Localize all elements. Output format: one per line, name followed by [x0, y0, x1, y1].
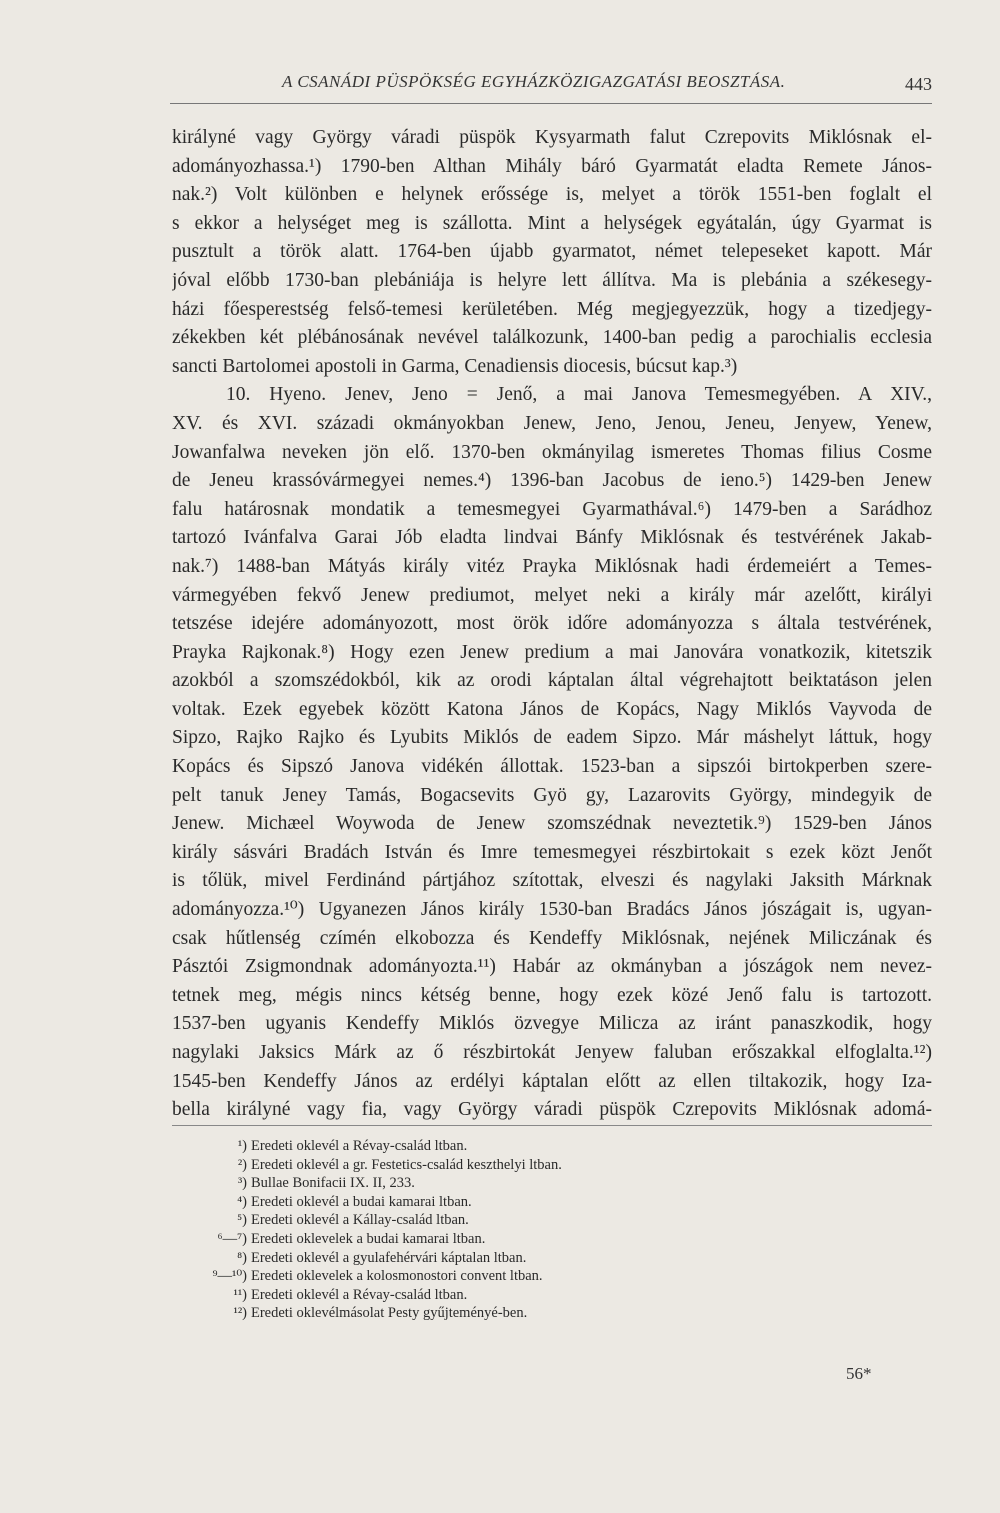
text-line: Jowanfalwa neveken jön elő. 1370-ben okmányilag ismeretes Thomas filius Cosme — [172, 441, 932, 463]
text-line: Jenew. Michæel Woywoda de Jenew szomszédnak neveztetik.⁹) 1529-ben János — [172, 813, 932, 835]
text-line: sancti Bartolomei apostoli in Garma, Cenadiensis diocesis, búcsut kap.³) — [172, 355, 738, 377]
footnote — [195, 1193, 845, 1212]
footnote — [195, 1249, 845, 1268]
text-line: vármegyében fekvő Jenew prediumot, melyet neki a király már azelőtt, királyi — [172, 584, 932, 606]
footnote-mark: ²) — [237, 1156, 247, 1173]
text-line: házi főesperestség felső-temesi kerületében. Még megjegyezzük, hogy a tizedjegy- — [172, 298, 932, 320]
text-line: tetszése idejére adományozott, most örök időre adományozza s általa testvérének, — [172, 613, 932, 635]
footnote-mark: ⁵) — [237, 1212, 247, 1229]
text-line: tetnek meg, mégis nincs kétség benne, hogy ezek közé Jenő falu is tartozott. — [172, 984, 932, 1006]
text-line: nak.⁷) 1488-ban Mátyás király vitéz Prayka Miklósnak hadi érdemeiért a Temes- — [172, 555, 932, 577]
footnote-text: Eredeti oklevél a budai kamarai ltban. — [251, 1193, 472, 1210]
footnote-text: Eredeti oklevél a Révay-család ltban. — [251, 1286, 468, 1303]
text-line: bella királyné vagy fia, vagy György váradi püspök Czrepovits Miklósnak adomá- — [172, 1099, 932, 1121]
running-head-title: A CSANÁDI PÜSPÖKSÉG EGYHÁZKÖZIGAZGATÁSI BEOSZTÁSA. — [282, 72, 786, 91]
running-head — [170, 70, 932, 100]
text-line: Prayka Rajkonak.⁸) Hogy ezen Jenew predium a mai Janovára vonatkozik, kitetszik — [172, 641, 932, 663]
footnote-mark: ¹¹) — [233, 1286, 247, 1303]
footnote-mark: ⁴) — [237, 1193, 247, 1210]
footnote-text: Eredeti oklevelek a kolosmonostori convent ltban. — [251, 1268, 543, 1285]
text-line: király sásvári Bradách István és Imre temesmegyei részbirtokait s ezek közt Jenőt — [172, 841, 932, 863]
header-rule — [170, 103, 932, 104]
footnote-text: Eredeti oklevél a gyulafehérvári káptalan ltban. — [251, 1249, 527, 1266]
text-line: csak hűtlenség czímén elkobozza és Kendeffy Miklósnak, nejének Miliczának és — [172, 927, 932, 949]
text-line: 10. Hyeno. Jenev, Jeno = Jenő, a mai Janova Temesmegyében. A XIV., — [226, 384, 932, 406]
footnote — [195, 1211, 845, 1230]
body-text — [172, 124, 932, 1125]
signature-mark: 56* — [846, 1364, 872, 1383]
footnote-mark: ¹²) — [233, 1305, 247, 1322]
footnote — [195, 1156, 845, 1175]
text-line: de Jeneu krassóvármegyei nemes.⁴) 1396-ban Jacobus de ieno.⁵) 1429-ben Jenew — [172, 470, 932, 492]
text-line: XV. és XVI. századi okmányokban Jenew, Jeno, Jenou, Jeneu, Jenyew, Yenew, — [172, 412, 932, 434]
footnote-text: Eredeti oklevél a Kállay-család ltban. — [251, 1212, 469, 1229]
text-line: adományozza.¹⁰) Ugyanezen János király 1530-ban Bradács János jószágait is, ugyan- — [172, 899, 932, 921]
footnote-mark: ⁶—⁷) — [217, 1230, 247, 1247]
footnote-mark: ¹) — [237, 1138, 247, 1154]
text-line: Pásztói Zsigmondnak adományozta.¹¹) Habár az okmányban a jószágok nem nevez- — [172, 956, 932, 978]
page-number: 443 — [905, 74, 932, 94]
text-line: voltak. Ezek egyebek között Katona János de Kopács, Nagy Miklós Vayvoda de — [172, 698, 932, 720]
text-line: zékekben két plébánosának nevével találkozunk, 1400-ban pedig a parochialis ecclesia — [172, 327, 932, 349]
text-line: falu határosnak mondatik a temesmegyei Gyarmathával.⁶) 1479-ben a Sarádhoz — [172, 498, 932, 520]
text-line: pelt tanuk Jeney Tamás, Bogacsevits Gyö gy, Lazarovits György, mindegyik de — [172, 784, 932, 806]
footnote-rule — [172, 1125, 932, 1126]
footnote — [195, 1304, 845, 1323]
footnote-mark: ⁸) — [237, 1249, 247, 1266]
footnote-text: Eredeti oklevél a gr. Festetics-család keszthelyi ltban. — [251, 1156, 562, 1173]
text-line: s ekkor a helységet meg is szállotta. Mint a helységek egyátalán, úgy Gyarmat is — [172, 212, 932, 234]
footnote — [195, 1174, 845, 1193]
text-line: pusztult a török alatt. 1764-ben újabb gyarmatot, német telepeseket kapott. Már — [172, 241, 932, 263]
footnote — [195, 1230, 845, 1249]
text-line: 1537-ben ugyanis Kendeffy Miklós özvegye Milicza az iránt panaszkodik, hogy — [172, 1013, 932, 1035]
text-line: is tőlük, mivel Ferdinánd pártjához szítottak, elveszi és nagylaki Jaksith Márknak — [172, 870, 932, 892]
text-line: nagylaki Jaksics Márk az ő részbirtokát Jenyew faluban erőszakkal elfoglalta.¹²) — [172, 1042, 932, 1063]
footnote-text: Eredeti oklevél a Révay-család ltban. — [251, 1138, 468, 1154]
text-line: jóval előbb 1730-ban plebániája is helyre lett állítva. Ma is plebánia a székesegy- — [172, 269, 932, 291]
footnotes — [195, 1137, 845, 1323]
text-line: Sipzo, Rajko Rajko és Lyubits Miklós de eadem Sipzo. Már máshelyt láttuk, hogy — [172, 727, 932, 749]
footnote — [195, 1286, 845, 1305]
footnote-text: Bullae Bonifacii IX. II, 233. — [251, 1175, 415, 1192]
footnote-text: Eredeti oklevélmásolat Pesty gyűjteményé-ben. — [251, 1305, 528, 1322]
footnote — [195, 1267, 845, 1286]
text-line: adományozhassa.¹) 1790-ben Althan Mihály báró Gyarmatát eladta Remete János- — [172, 155, 932, 177]
text-line: nak.²) Volt különben e helynek erőssége is, melyet a török 1551-ben foglalt el — [172, 184, 932, 206]
footnote-mark: ⁹—¹⁰) — [212, 1268, 247, 1285]
text-line: Kopács és Sipszó Janova vidékén állottak. 1523-ban a sipszói birtokperben szere- — [172, 756, 932, 778]
footnote-text: Eredeti oklevelek a budai kamarai ltban. — [251, 1230, 486, 1247]
text-line: tartozó Ivánfalva Garai Jób eladta lindvai Bánfy Miklósnak és testvérének Jakab- — [172, 527, 932, 549]
footnote — [195, 1137, 845, 1156]
footnote-mark: ³) — [237, 1175, 247, 1192]
text-line: királyné vagy György váradi püspök Kysyarmath falut Czrepovits Miklósnak el- — [172, 127, 932, 148]
text-line: azokból a szomszédokból, kik az orodi káptalan által végrehajtott beiktatáson jelen — [172, 670, 932, 692]
text-line: 1545-ben Kendeffy János az erdélyi káptalan előtt az ellen tiltakozik, hogy Iza- — [172, 1070, 932, 1092]
